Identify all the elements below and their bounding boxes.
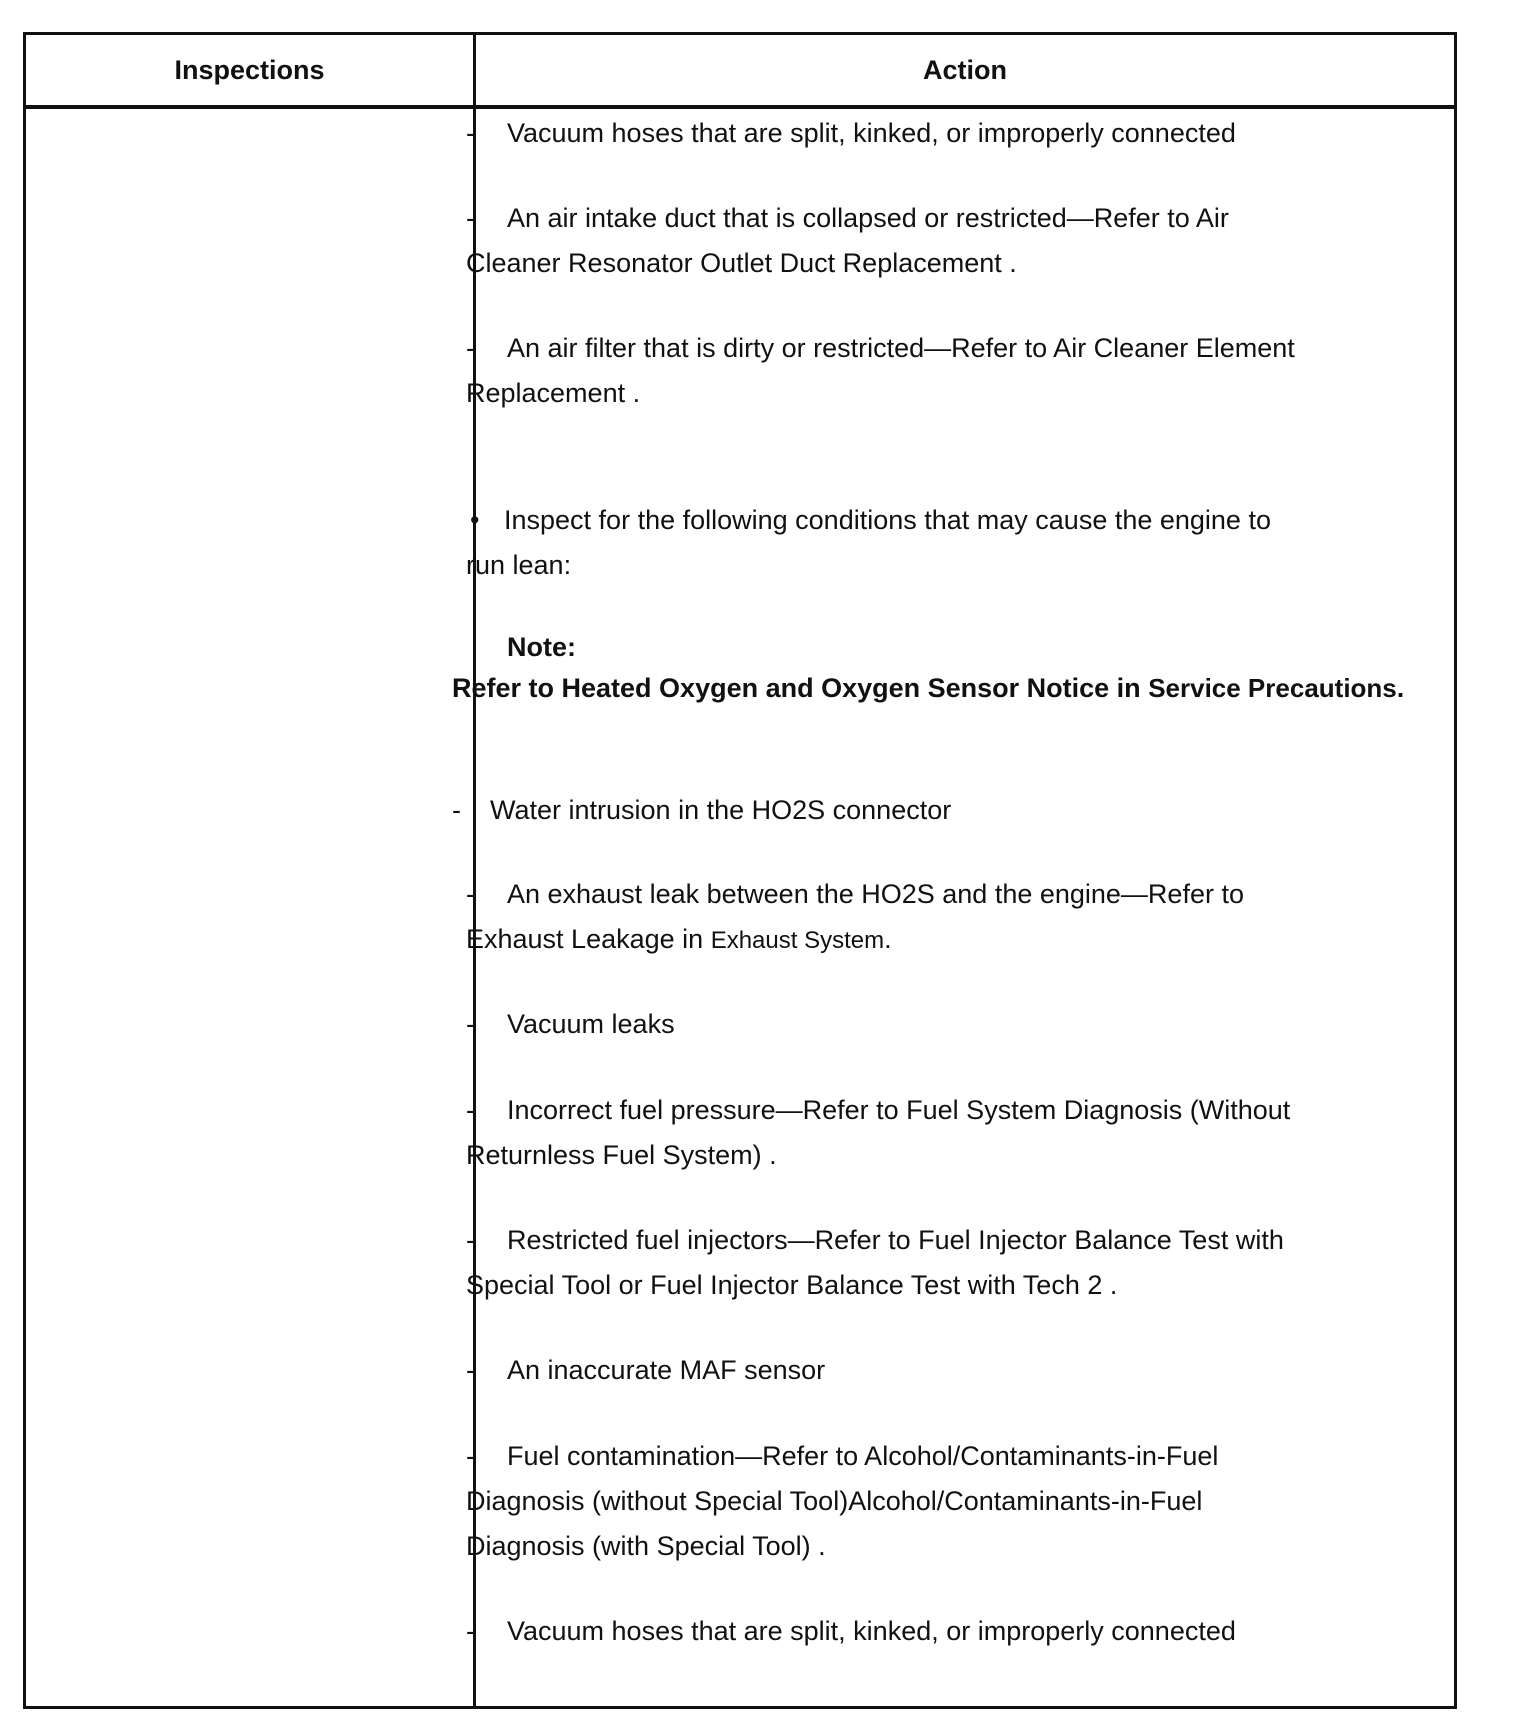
- action-text-line2: Diagnosis (without Special Tool)Alcohol/Contaminants-in-Fuel: [466, 1486, 1203, 1516]
- action-text: Vacuum leaks: [507, 1009, 675, 1039]
- action-fuel-pressure: [466, 1088, 1366, 1178]
- action-air-filter: [466, 326, 1366, 416]
- action-text-line3: Diagnosis (with Special Tool) .: [466, 1531, 826, 1561]
- dash-marker: -: [466, 1225, 475, 1255]
- header-action: Action: [923, 55, 1007, 85]
- exhaust-system-link: Exhaust System: [710, 927, 885, 954]
- action-text: Vacuum hoses that are split, kinked, or improperly connected: [507, 1616, 1236, 1646]
- action-text: An inaccurate MAF sensor: [507, 1355, 826, 1385]
- header-inspections: Inspections: [174, 55, 325, 85]
- action-vacuum-hoses-1: [466, 111, 1366, 156]
- note-body: Refer to Heated Oxygen and Oxygen Sensor Notice in: [452, 673, 1141, 703]
- action-text-end: .: [884, 924, 892, 954]
- action-text-line2: run lean:: [466, 550, 572, 580]
- action-text-line1: An exhaust leak between the HO2S and the engine—Refer to: [507, 879, 1244, 909]
- action-text-line1: Incorrect fuel pressure—Refer to Fuel System Diagnosis (Without: [507, 1095, 1291, 1125]
- action-text-line2: Special Tool or Fuel Injector Balance Test with Tech 2 .: [466, 1270, 1118, 1300]
- dash-marker: -: [466, 1355, 475, 1385]
- dash-marker: -: [466, 1095, 475, 1125]
- action-maf-sensor: [466, 1348, 1366, 1393]
- note-link-service-precautions: Service Precautions: [1148, 673, 1397, 703]
- action-text-line2: Returnless Fuel System) .: [466, 1140, 777, 1170]
- dash-marker: -: [466, 879, 475, 909]
- action-text-line1: Restricted fuel injectors—Refer to Fuel Injector Balance Test with: [507, 1225, 1284, 1255]
- action-fuel-contamination: [466, 1434, 1366, 1569]
- action-text-line2: Replacement .: [466, 378, 641, 408]
- header-divider: [26, 105, 1454, 109]
- bullet-marker: •: [470, 505, 480, 535]
- action-water-intrusion: [452, 788, 1352, 833]
- action-exhaust-leak: [466, 872, 1366, 963]
- dash-marker: -: [452, 795, 461, 825]
- dash-marker: -: [466, 118, 475, 148]
- action-text-line1: Fuel contamination—Refer to Alcohol/Contaminants-in-Fuel: [507, 1441, 1219, 1471]
- action-air-intake-duct: [466, 196, 1366, 286]
- action-vacuum-hoses-2: [466, 1609, 1366, 1654]
- action-text-line2: Cleaner Resonator Outlet Duct Replacement .: [466, 248, 1017, 278]
- dash-marker: -: [466, 1616, 475, 1646]
- note-label: Note:: [507, 632, 576, 662]
- dash-marker: -: [466, 1441, 475, 1471]
- dash-marker: -: [466, 1009, 475, 1039]
- action-vacuum-leaks: [466, 1002, 1366, 1047]
- note-text: [452, 668, 1404, 708]
- action-fuel-injectors: [466, 1218, 1366, 1308]
- action-text-line2: Exhaust Leakage in: [466, 924, 704, 954]
- dash-marker: -: [466, 333, 475, 363]
- action-text-line1: Inspect for the following conditions that may cause the engine to: [504, 505, 1271, 535]
- note-end: .: [1396, 673, 1405, 703]
- action-text: Vacuum hoses that are split, kinked, or improperly connected: [507, 118, 1236, 148]
- action-text: Water intrusion in the HO2S connector: [490, 795, 952, 825]
- action-inspect-lean: [466, 498, 1366, 588]
- action-text-line1: An air filter that is dirty or restricted—Refer to Air Cleaner Element: [507, 333, 1295, 363]
- action-text-line1: An air intake duct that is collapsed or restricted—Refer to Air: [507, 203, 1229, 233]
- dash-marker: -: [466, 203, 475, 233]
